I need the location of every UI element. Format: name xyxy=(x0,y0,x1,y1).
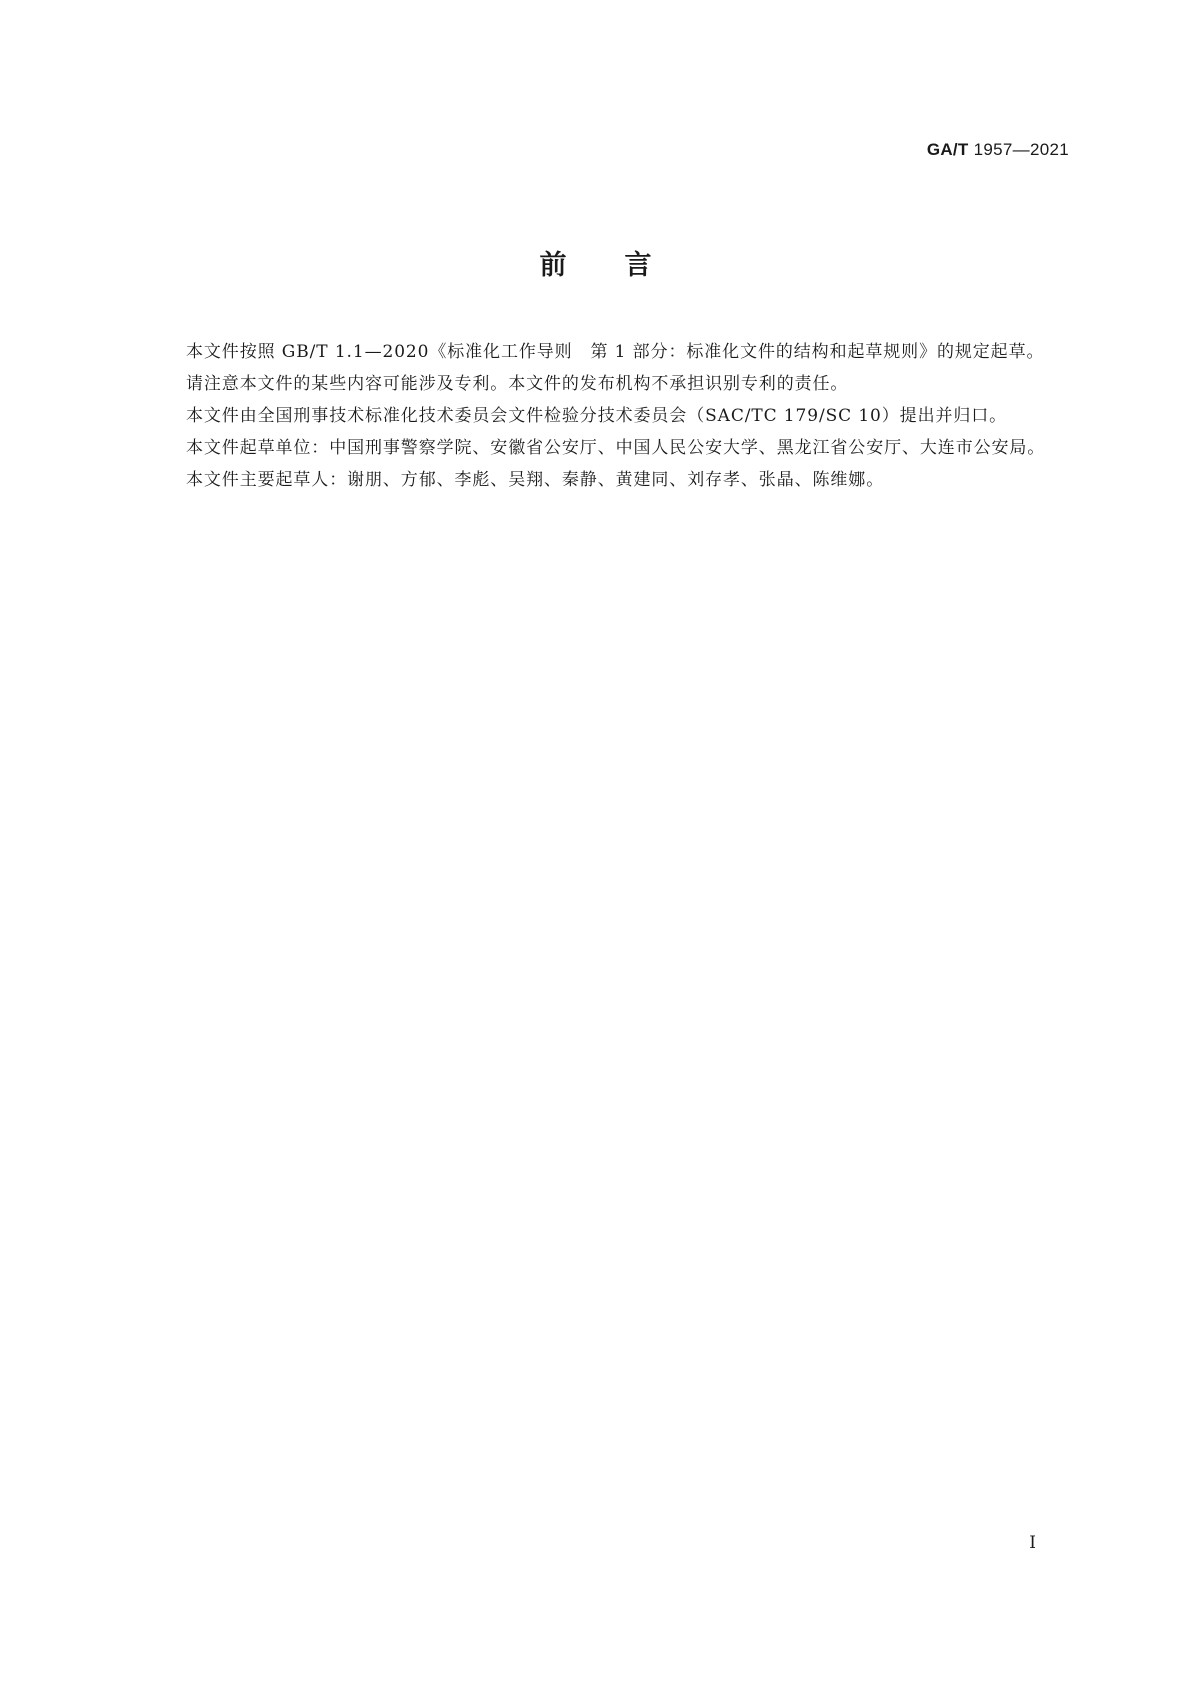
paragraph-drafters: 本文件主要起草人：谢朋、方郁、李彪、吴翔、秦静、黄建同、刘存孝、张晶、陈维娜。 xyxy=(186,470,885,490)
standard-code-prefix: GA/T xyxy=(926,140,969,159)
paragraph-patent-notice: 请注意本文件的某些内容可能涉及专利。本文件的发布机构不承担识别专利的责任。 xyxy=(186,374,849,394)
paragraph-proposer: 本文件由全国刑事技术标准化技术委员会文件检验分技术委员会（SAC/TC 179/SC 10）提出并归口。 xyxy=(186,406,1008,426)
paragraph-drafting-units: 本文件起草单位：中国刑事警察学院、安徽省公安厅、中国人民公安大学、黑龙江省公安厅、大连市公安局。 xyxy=(186,438,1046,458)
standard-code xyxy=(927,140,1069,160)
foreword-body xyxy=(144,336,1066,496)
paragraph-drafting-rules: 本文件按照 GB/T 1.1—2020《标准化工作导则 第 1 部分：标准化文件的结构和起草规则》的规定起草。 xyxy=(186,342,1045,362)
page-title: 前言 xyxy=(539,250,710,281)
standard-code-number: 1957—2021 xyxy=(973,140,1069,159)
page-number: I xyxy=(1029,1533,1036,1553)
